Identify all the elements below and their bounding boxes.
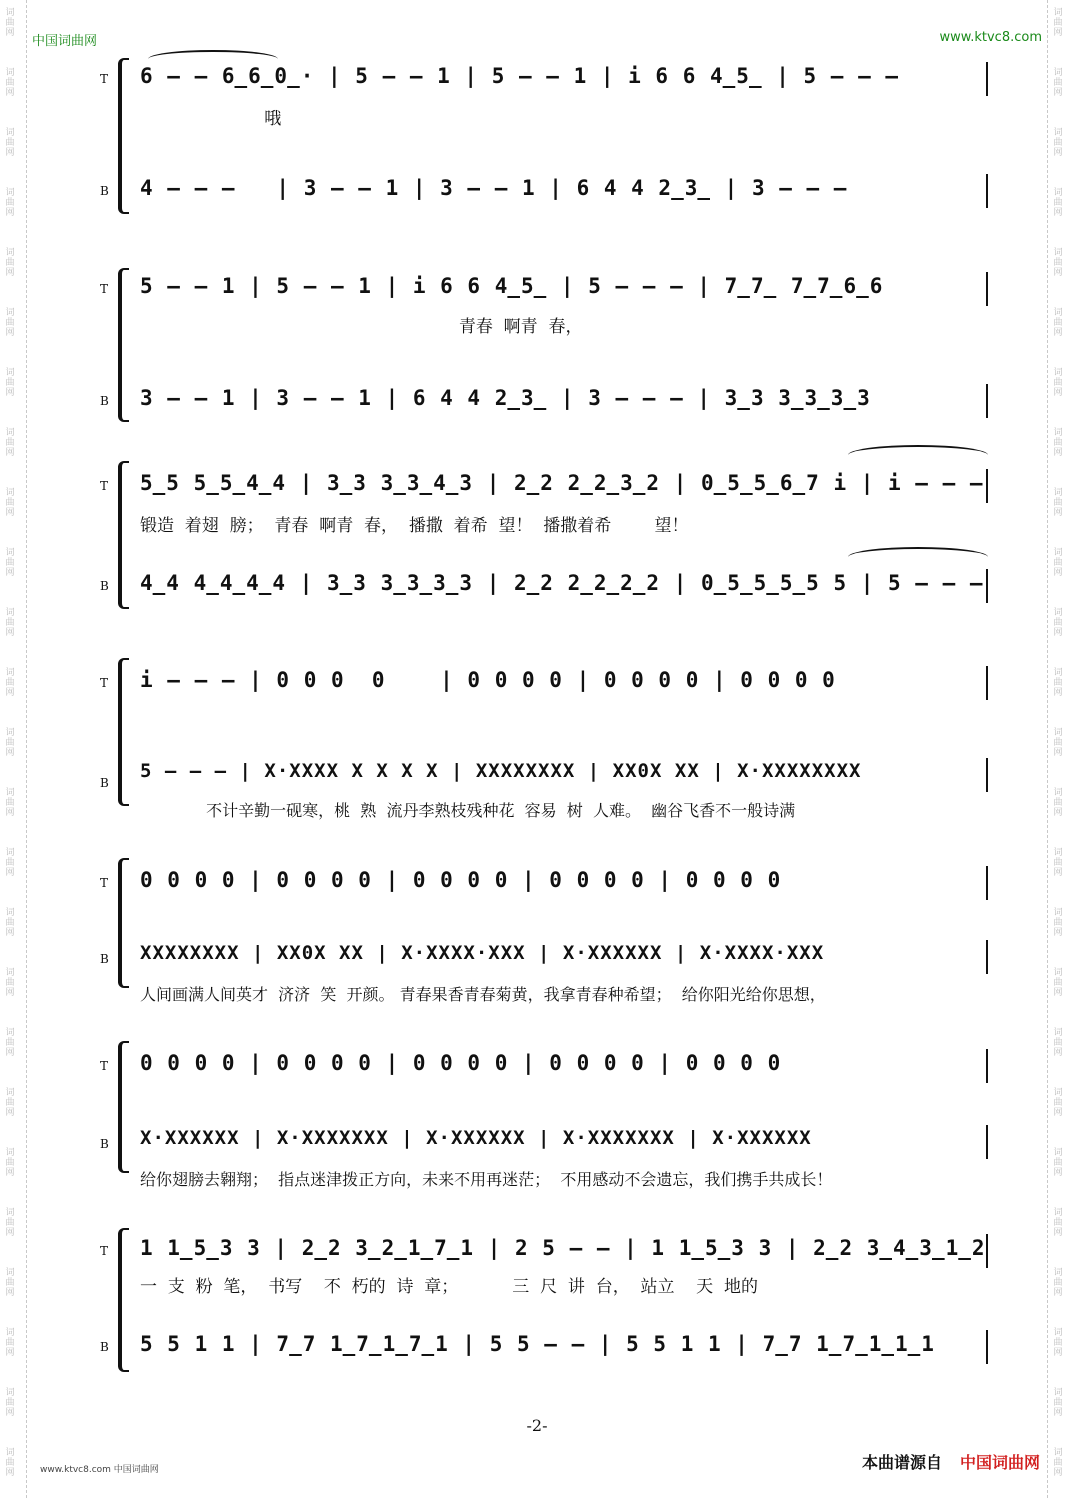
voice-tag-tenor: T (100, 1059, 109, 1073)
score-system-7 (100, 1222, 988, 1382)
voice-tag-bass: B (100, 394, 109, 408)
side-watermark-text: 词曲网 (1053, 1208, 1063, 1238)
side-watermark-text: 词曲网 (5, 1268, 15, 1298)
side-watermark-text: 词曲网 (1053, 1088, 1063, 1118)
slur (848, 547, 988, 567)
system-brace (118, 658, 129, 806)
slur (148, 50, 278, 68)
voice-tag-tenor: T (100, 1244, 109, 1258)
voice-tag-bass: B (100, 776, 109, 790)
bass-notes: 5 5 1 1 | 7̲7 1̲7̲1̲7̲1 | 5 5 — — | 5 5 1 1 | 7̲7 1̲7̲1̲1̲1 (140, 1332, 935, 1356)
side-watermark-text: 词曲网 (5, 68, 15, 98)
side-watermark-text: 词曲网 (1053, 1388, 1063, 1418)
voice-tag-tenor: T (100, 479, 109, 493)
side-watermark-text: 词曲网 (5, 1028, 15, 1058)
side-watermark-text: 词曲网 (5, 1088, 15, 1118)
system-brace (118, 1041, 129, 1173)
tenor-notes: 1 1̲5̲3 3 | 2̲2 3̲2̲1̲7̲1 | 2 5 — — | 1 1̲5̲3 3 | 2̲2 3̲4̲3̲1̲2 (140, 1236, 986, 1260)
side-watermark-text: 词曲网 (5, 1388, 15, 1418)
side-watermark-text: 词曲网 (5, 848, 15, 878)
tenor-notes: i — — — | 0 0 0 0 | 0 0 0 0 | 0 0 0 0 | 0 0 0 0 (140, 668, 836, 692)
tenor-lyrics: 哦 (140, 109, 282, 129)
tenor-notes: 0 0 0 0 | 0 0 0 0 | 0 0 0 0 | 0 0 0 0 | 0 0 0 0 (140, 868, 782, 892)
footer-brand: 中国词曲网 (959, 1453, 1040, 1472)
score-system-2 (100, 262, 988, 422)
score-system-5 (100, 852, 988, 1012)
bass-rhythm-notes: X·XXXXXX | X·XXXXXXX | X·XXXXXX | X·XXXXXXX | X·XXXXXX (140, 1127, 812, 1149)
score-system-6 (100, 1035, 988, 1195)
side-watermark-text: 词曲网 (1053, 368, 1063, 398)
bass-lyrics: 不计辛勤一砚寒，桃 熟 流丹李熟枝残种花 容易 树 人难。 幽谷飞香不一般诗满 (140, 801, 796, 820)
bass-lyrics: 人间画满人间英才 济济 笑 开颜。 青春果香青春菊黄，我拿青春种希望； 给你阳光给你思想， (140, 985, 826, 1004)
bar-line (986, 384, 988, 418)
system-brace (118, 1228, 129, 1372)
voice-tag-bass: B (100, 952, 109, 966)
side-watermark-text: 词曲网 (1053, 848, 1063, 878)
side-watermark-text: 词曲网 (1053, 668, 1063, 698)
side-watermark-text: 词曲网 (1053, 1028, 1063, 1058)
header-site-name: 中国词曲网 (32, 34, 98, 49)
tenor-notes: 6 — — 6̲6̲0̲· | 5 — — 1 | 5 — — 1 | i 6 6 4̲5̲ | 5 — — — (140, 64, 900, 88)
side-watermark-text: 词曲网 (1053, 1268, 1063, 1298)
side-watermark-text: 词曲网 (1053, 68, 1063, 98)
page-number: -2- (526, 1416, 548, 1435)
voice-tag-tenor: T (100, 876, 109, 890)
footer-small-url: www.ktvc8.com 中国词曲网 (40, 1465, 159, 1475)
side-watermark-text: 词曲网 (5, 788, 15, 818)
side-watermark-text: 词曲网 (5, 248, 15, 278)
left-watermark-strip (0, 0, 27, 1498)
system-brace (118, 858, 129, 988)
bar-line (986, 272, 988, 306)
bass-notes: 3 — — 1 | 3 — — 1 | 6 4 4 2̲3̲ | 3 — — — | 3̲3 3̲3̲3̲3 (140, 386, 871, 410)
tenor-notes: 5̲5 5̲5̲4̲4 | 3̲3 3̲3̲4̲3 | 2̲2 2̲2̲3̲2 | 0̲5̲5̲6̲7 i | i — — — (140, 471, 984, 495)
footer-source-label: 本曲谱源自 (861, 1453, 942, 1472)
side-watermark-text: 词曲网 (5, 488, 15, 518)
bar-line (986, 666, 988, 700)
tenor-lyrics: 青春 啊青 春， (140, 317, 583, 337)
bar-line (986, 1125, 988, 1159)
side-watermark-text: 词曲网 (5, 1148, 15, 1178)
system-brace (118, 268, 129, 422)
side-watermark-text: 词曲网 (1053, 188, 1063, 218)
bass-rhythm-notes: 5 — — — | X·XXXX X X X X | XXXXXXXX | XX0X XX | X·XXXXXXXX (140, 760, 862, 782)
bass-rhythm-notes: XXXXXXXX | XX0X XX | X·XXXX·XXX | X·XXXXXX | X·XXXX·XXX (140, 942, 825, 964)
side-watermark-text: 词曲网 (5, 128, 15, 158)
score-system-1 (100, 50, 988, 220)
voice-tag-bass: B (100, 184, 109, 198)
side-watermark-text: 词曲网 (1053, 308, 1063, 338)
tenor-notes: 5 — — 1 | 5 — — 1 | i 6 6 4̲5̲ | 5 — — — | 7̲7̲ 7̲7̲6̲6 (140, 274, 884, 298)
bar-line (986, 469, 988, 503)
side-watermark-text: 词曲网 (1053, 908, 1063, 938)
bar-line (986, 1049, 988, 1083)
voice-tag-bass: B (100, 1340, 109, 1354)
system-brace (118, 461, 129, 609)
side-watermark-text: 词曲网 (5, 608, 15, 638)
side-watermark-text: 词曲网 (1053, 968, 1063, 998)
side-watermark-text: 词曲网 (1053, 128, 1063, 158)
side-watermark-text: 词曲网 (1053, 608, 1063, 638)
score-system-3 (100, 455, 988, 615)
side-watermark-text: 词曲网 (1053, 248, 1063, 278)
bar-line (986, 1234, 988, 1268)
score-system-4 (100, 652, 988, 827)
tenor-lyrics: 锻造 着翅 膀； 青春 啊青 春， 播撒 着希 望！ 播撒着希 望！ (140, 516, 689, 536)
side-watermark-text: 词曲网 (1053, 488, 1063, 518)
side-watermark-text: 词曲网 (5, 1208, 15, 1238)
side-watermark-text: 词曲网 (1053, 428, 1063, 458)
voice-tag-tenor: T (100, 676, 109, 690)
header-site-url: www.ktvc8.com (939, 30, 1042, 45)
tenor-notes: 0 0 0 0 | 0 0 0 0 | 0 0 0 0 | 0 0 0 0 | 0 0 0 0 (140, 1051, 782, 1075)
bass-notes: 4 — — — | 3 — — 1 | 3 — — 1 | 6 4 4 2̲3̲ | 3 — — — (140, 176, 848, 200)
slur (848, 445, 988, 465)
side-watermark-text: 词曲网 (5, 1328, 15, 1358)
footer-source (862, 1450, 1040, 1473)
bar-line (986, 62, 988, 96)
side-watermark-text: 词曲网 (1053, 8, 1063, 38)
bar-line (986, 866, 988, 900)
side-watermark-text: 词曲网 (5, 428, 15, 458)
side-watermark-text: 词曲网 (1053, 728, 1063, 758)
bar-line (986, 174, 988, 208)
side-watermark-text: 词曲网 (5, 188, 15, 218)
side-watermark-text: 词曲网 (1053, 1448, 1063, 1478)
system-brace (118, 58, 129, 214)
side-watermark-text: 词曲网 (5, 908, 15, 938)
voice-tag-bass: B (100, 1137, 109, 1151)
side-watermark-text: 词曲网 (1053, 1148, 1063, 1178)
side-watermark-text: 词曲网 (5, 968, 15, 998)
voice-tag-bass: B (100, 579, 109, 593)
side-watermark-text: 词曲网 (1053, 1328, 1063, 1358)
side-watermark-text: 词曲网 (5, 8, 15, 38)
side-watermark-text: 词曲网 (1053, 548, 1063, 578)
side-watermark-text: 词曲网 (1053, 788, 1063, 818)
bar-line (986, 940, 988, 974)
side-watermark-text: 词曲网 (5, 368, 15, 398)
bass-lyrics: 给你翅膀去翱翔； 指点迷津拨正方向，未来不用再迷茫； 不用感动不会遗忘，我们携手共成长！ (140, 1170, 833, 1189)
bar-line (986, 569, 988, 603)
right-watermark-strip (1047, 0, 1074, 1498)
bar-line (986, 758, 988, 792)
side-watermark-text: 词曲网 (5, 728, 15, 758)
side-watermark-text: 词曲网 (5, 308, 15, 338)
bar-line (986, 1330, 988, 1364)
voice-tag-tenor: T (100, 282, 109, 296)
side-watermark-text: 词曲网 (5, 548, 15, 578)
tenor-lyrics: 一 支 粉 笔， 书写 不 朽的 诗 章； 三 尺 讲 台， 站立 天 地的 (140, 1277, 758, 1297)
voice-tag-tenor: T (100, 72, 109, 86)
side-watermark-text: 词曲网 (5, 1448, 15, 1478)
bass-notes: 4̲4 4̲4̲4̲4 | 3̲3 3̲3̲3̲3 | 2̲2 2̲2̲2̲2 | 0̲5̲5̲5̲5 5 | 5 — — — (140, 571, 984, 595)
side-watermark-text: 词曲网 (5, 668, 15, 698)
